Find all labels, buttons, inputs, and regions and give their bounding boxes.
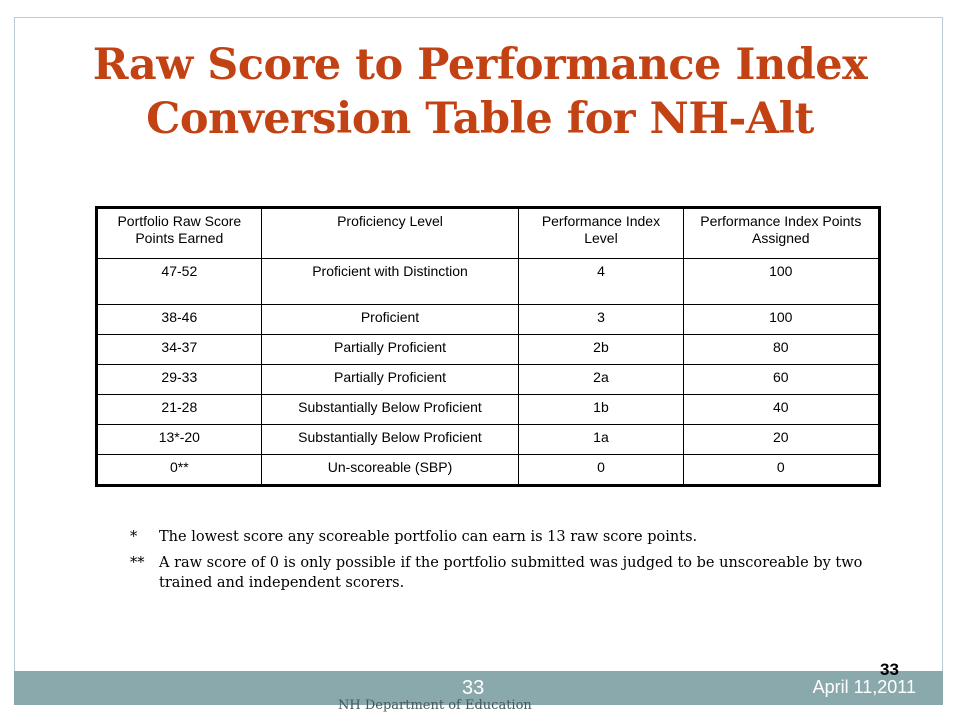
table-row [97,425,880,455]
table-row [97,365,880,395]
table-row [97,335,880,365]
cell-index-level: 1a [519,425,683,455]
cell-proficiency-level: Partially Proficient [261,335,519,365]
table-row [97,395,880,425]
title-line-2: Conversion Table for NH-Alt [146,94,814,144]
footnote-mark: ** [130,555,145,571]
cell-index-level: 2b [519,335,683,365]
footnote-text: The lowest score any scoreable portfolio can earn is 13 raw score points. [159,529,698,545]
cell-raw-score: 38-46 [97,305,262,335]
table-row [97,305,880,335]
footer-department: NH Department of Education [338,698,532,713]
cell-index-level: 1b [519,395,683,425]
cell-raw-score: 0** [97,455,262,486]
table-row [97,455,880,486]
cell-proficiency-level: Partially Proficient [261,365,519,395]
footnote-text: A raw score of 0 is only possible if the portfolio submitted was judged to be unscoreable by two trained and independent scorers. [159,555,863,591]
cell-index-points: 40 [683,395,879,425]
cell-proficiency-level: Proficient with Distinction [261,259,519,305]
corner-page-number: 33 [880,660,899,679]
cell-raw-score: 29-33 [97,365,262,395]
header-performance-index-level: Performance Index Level [519,208,683,259]
conversion-table [95,206,881,487]
footnote-double-asterisk [130,553,890,593]
cell-proficiency-level: Un-scoreable (SBP) [261,455,519,486]
cell-index-level: 0 [519,455,683,486]
cell-raw-score: 47-52 [97,259,262,305]
cell-index-points: 100 [683,259,879,305]
cell-index-points: 100 [683,305,879,335]
cell-proficiency-level: Proficient [261,305,519,335]
table-header-row [97,208,880,259]
cell-index-level: 3 [519,305,683,335]
cell-proficiency-level: Substantially Below Proficient [261,395,519,425]
header-performance-index-points: Performance Index Points Assigned [683,208,879,259]
footnotes [130,527,890,599]
cell-index-points: 60 [683,365,879,395]
table-row [97,259,880,305]
footer-date: April 11,2011 [812,677,916,697]
footnote-single-asterisk [130,527,890,547]
cell-raw-score: 34-37 [97,335,262,365]
cell-raw-score: 21-28 [97,395,262,425]
title-line-1: Raw Score to Performance Index [92,40,868,90]
cell-index-points: 20 [683,425,879,455]
footer-page-number: 33 [462,677,485,699]
cell-proficiency-level: Substantially Below Proficient [261,425,519,455]
slide-title [40,38,920,146]
cell-raw-score: 13*-20 [97,425,262,455]
cell-index-level: 4 [519,259,683,305]
cell-index-points: 80 [683,335,879,365]
footnote-mark: * [130,529,138,545]
cell-index-points: 0 [683,455,879,486]
header-proficiency-level: Proficiency Level [261,208,519,259]
header-raw-score: Portfolio Raw Score Points Earned [97,208,262,259]
cell-index-level: 2a [519,365,683,395]
